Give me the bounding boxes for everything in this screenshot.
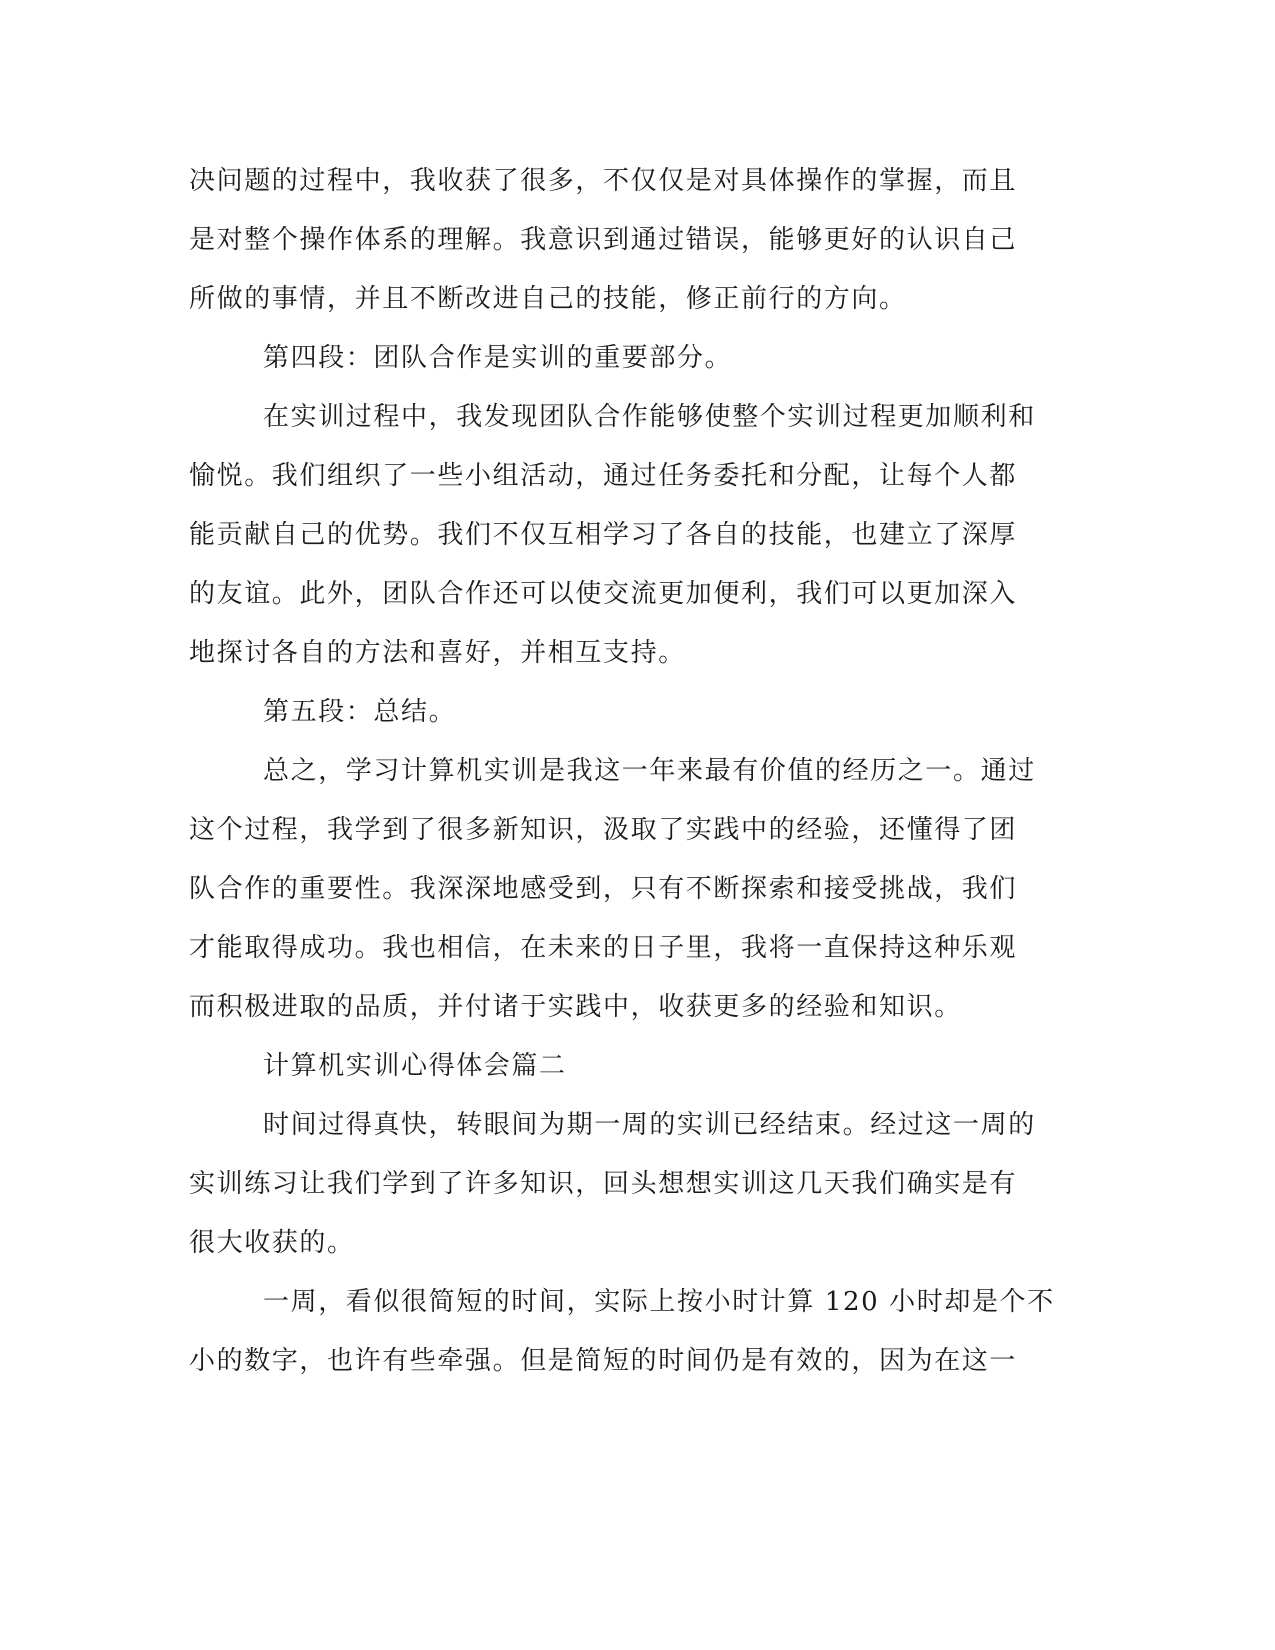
paragraph-line: 决问题的过程中，我收获了很多，不仅仅是对具体操作的掌握，而且 — [189, 166, 1018, 196]
paragraph-line: 很大收获的。 — [189, 1228, 355, 1258]
paragraph-line: 而积极进取的品质，并付诸于实践中，收获更多的经验和知识。 — [189, 992, 962, 1022]
paragraph-line: 实训练习让我们学到了许多知识，回头想想实训这几天我们确实是有 — [189, 1169, 1018, 1199]
paragraph-line: 所做的事情，并且不断改进自己的技能，修正前行的方向。 — [189, 284, 907, 314]
paragraph-line: 一周，看似很简短的时间，实际上按小时计算 120 小时却是个不 — [263, 1287, 1055, 1317]
paragraph-line: 的友谊。此外，团队合作还可以使交流更加便利，我们可以更加深入 — [189, 579, 1018, 609]
paragraph-line: 才能取得成功。我也相信，在未来的日子里，我将一直保持这种乐观 — [189, 933, 1018, 963]
section-heading: 第四段：团队合作是实训的重要部分。 — [263, 343, 733, 373]
paragraph-line: 总之，学习计算机实训是我这一年来最有价值的经历之一。通过 — [263, 756, 1036, 786]
paragraph-line: 愉悦。我们组织了一些小组活动，通过任务委托和分配，让每个人都 — [189, 461, 1018, 491]
paragraph-line: 在实训过程中，我发现团队合作能够使整个实训过程更加顺利和 — [263, 402, 1036, 432]
paragraph-line: 这个过程，我学到了很多新知识，汲取了实践中的经验，还懂得了团 — [189, 815, 1018, 845]
paragraph-line: 队合作的重要性。我深深地感受到，只有不断探索和接受挑战，我们 — [189, 874, 1018, 904]
section-heading: 第五段：总结。 — [263, 697, 457, 727]
paragraph-line: 地探讨各自的方法和喜好，并相互支持。 — [189, 638, 686, 668]
article-title: 计算机实训心得体会篇二 — [263, 1051, 567, 1081]
paragraph-line: 是对整个操作体系的理解。我意识到通过错误，能够更好的认识自己 — [189, 225, 1018, 255]
paragraph-line: 时间过得真快，转眼间为期一周的实训已经结束。经过这一周的 — [263, 1110, 1036, 1140]
paragraph-line: 能贡献自己的优势。我们不仅互相学习了各自的技能，也建立了深厚 — [189, 520, 1018, 550]
paragraph-line: 小的数字，也许有些牵强。但是简短的时间仍是有效的，因为在这一 — [189, 1346, 1018, 1376]
